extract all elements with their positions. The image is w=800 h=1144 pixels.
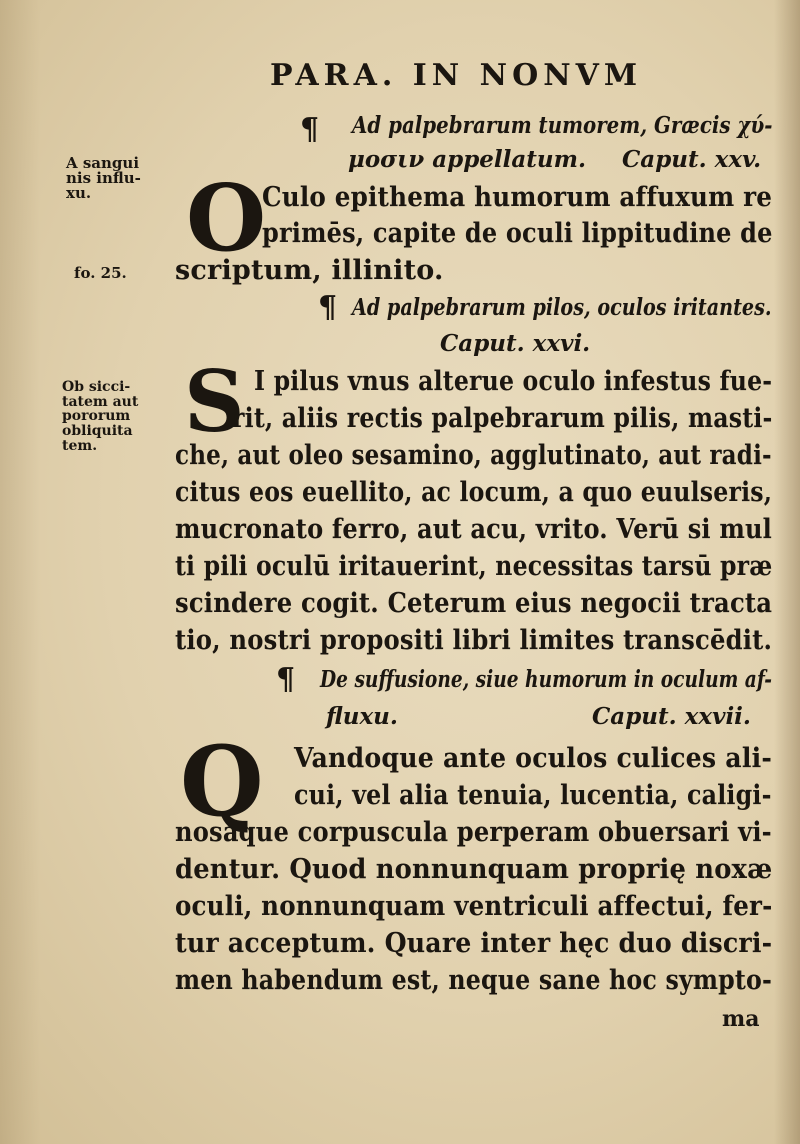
drop-cap-o: O: [186, 164, 267, 272]
margin-note-line: Ob sicci-: [62, 379, 131, 395]
section2-line8: tio, nostri propositi libri limites transcēdit.: [175, 625, 773, 656]
section3-line7: men habendum est, neque sane hoc sympto-: [175, 965, 773, 996]
section3-line3: nosaque corpuscula perperam obuersari vi-: [175, 817, 772, 848]
margin-note-line: nis influ-: [66, 169, 141, 187]
page-shadow-right: [774, 0, 800, 1144]
drop-cap-s: S: [184, 352, 245, 451]
section3-heading-line1: De suffusione, siue humorum in oculum af-: [320, 666, 772, 693]
section2-caput: Caput. xxvi.: [440, 330, 591, 357]
pilcrow-icon: ¶: [318, 290, 338, 325]
section3-line4: dentur. Quod nonnunquam proprię noxæ: [175, 854, 773, 885]
margin-note-folio: fo. 25.: [74, 264, 127, 282]
section3-heading-line2: fluxu.: [326, 703, 398, 730]
section3-line1: Vandoque ante oculos culices ali-: [294, 743, 773, 774]
section2-line6: ti pili oculū iritauerint, necessitas tarsū præ: [175, 551, 773, 582]
margin-note-line: A sangui: [66, 154, 140, 172]
section3-line5: oculi, nonnunquam ventriculi affectui, fer-: [175, 891, 773, 922]
section3-caput: Caput. xxvii.: [592, 703, 751, 730]
margin-note-line: xu.: [66, 184, 92, 202]
section2-line2: rit, aliis rectis palpebrarum pilis, masti-: [232, 403, 773, 434]
section2-line5: mucronato ferro, aut acu, vrito. Verū si mul: [175, 514, 773, 545]
margin-note-line: tem.: [62, 437, 98, 454]
pilcrow-icon: ¶: [300, 112, 320, 147]
section1-caput: Caput. xxv.: [622, 146, 762, 173]
margin-note-line: obliquita: [62, 423, 133, 440]
section2-line3: che, aut oleo sesamino, agglutinato, aut radi-: [175, 440, 772, 471]
section3-line2: cui, vel alia tenuia, lucentia, caligi-: [294, 780, 772, 811]
running-head: PARA. IN NONVM: [270, 58, 643, 93]
margin-note-line: tatem aut: [62, 393, 139, 410]
margin-note-siccitatem: [62, 380, 138, 453]
margin-note-line: pororum: [62, 408, 131, 425]
pilcrow-icon: ¶: [276, 662, 296, 697]
section2-line1: I pilus vnus alterue oculo infestus fue-: [254, 366, 773, 397]
margin-note-sanguinis: [66, 156, 141, 201]
section1-heading-line2: μοσιν appellatum.: [348, 146, 586, 173]
page-shadow-left: [0, 0, 40, 1144]
section2-heading-line1: Ad palpebrarum pilos, oculos iritantes.: [352, 294, 772, 321]
section1-line3: scriptum, illinito.: [175, 255, 444, 286]
section1-heading-line1: Ad palpebrarum tumorem, Græcis χύ-: [352, 112, 773, 139]
drop-cap-q: Q: [180, 725, 264, 838]
catchword: ma: [722, 1006, 760, 1032]
section1-line1: Culo epithema humorum affuxum re: [262, 182, 773, 213]
section3-line6: tur acceptum. Quare inter hęc duo discri-: [175, 928, 773, 959]
section2-line7: scindere cogit. Ceterum eius negocii tracta: [175, 588, 773, 619]
section2-line4: citus eos euellito, ac locum, a quo euulseris,: [175, 477, 773, 508]
section1-line2: primēs, capite de oculi lippitudine de: [262, 218, 773, 249]
